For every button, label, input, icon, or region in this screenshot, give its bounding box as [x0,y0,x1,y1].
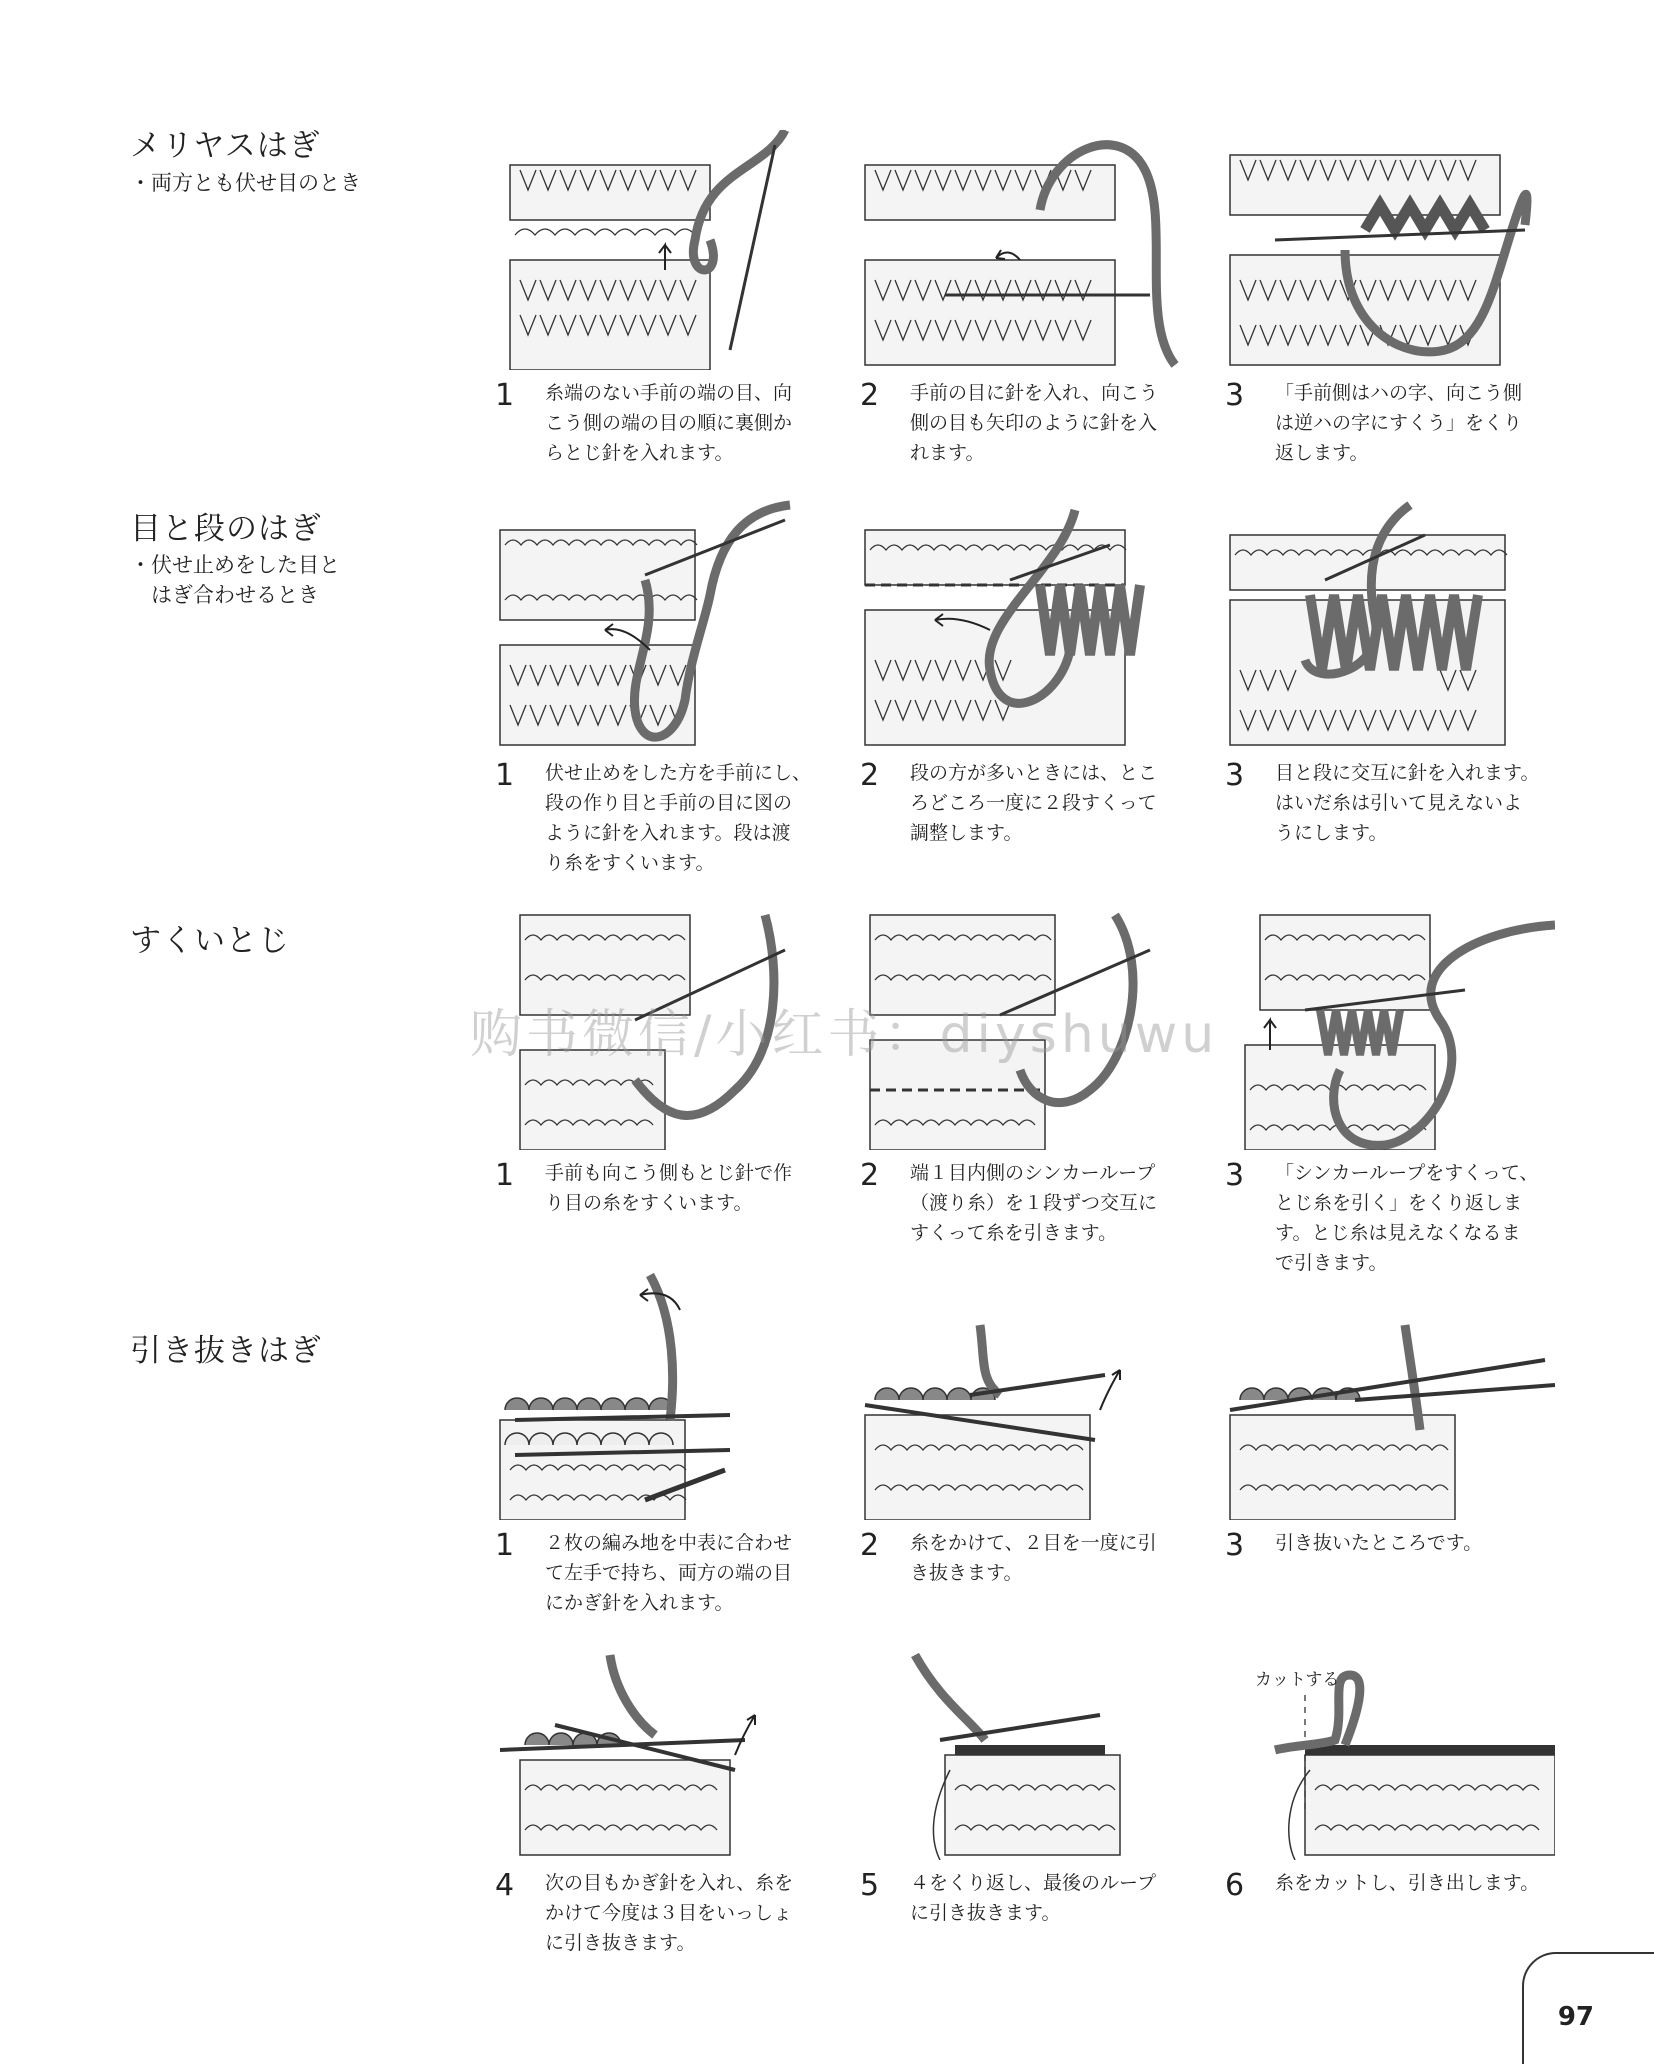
illustration-hikinuki-1 [495,1270,825,1520]
step-number: 2 [860,1528,880,1563]
step-number: 5 [860,1868,880,1903]
section-title-me-to-dan-hagi: 目と段のはぎ [130,511,322,547]
step-number: 3 [1225,1158,1245,1193]
step-number: 6 [1225,1868,1245,1903]
illustration-sukui-3 [1225,910,1555,1150]
section-title-sukui-toji: すくいとじ [130,923,290,959]
step-text: ４をくり返し、最後のループ に引き抜きます。 [910,1872,1157,1924]
step-number: 2 [860,758,880,793]
step-text: 引き抜いたところです。 [1275,1532,1483,1554]
illustration-hikinuki-5 [860,1650,1190,1860]
step-text: 「シンカーループをすくって、 とじ糸を引く」をくり返しま す。とじ糸は見えなくなるま で引きます。 [1275,1162,1539,1274]
illustration-medan-1 [495,500,825,750]
section-title-hikinuki-hagi: 引き抜きはぎ [130,1333,322,1369]
step-text: 糸をカットし、引き出します。 [1275,1872,1540,1894]
step-number: 1 [495,758,515,793]
step-text: 「手前側はハの字、向こう側 は逆ハの字にすくう」をくり 返します。 [1275,382,1523,464]
step-number: 3 [1225,1528,1245,1563]
step-number: 1 [495,1158,515,1193]
step-number: 2 [860,1158,880,1193]
illustration-medan-3 [1225,500,1555,750]
step-text: 糸端のない手前の端の目、向 こう側の端の目の順に裏側か らとじ針を入れます。 [545,382,793,464]
step-number: 1 [495,1528,515,1563]
illustration-meriyasu-1 [495,130,825,370]
watermark: 购书微信/小红书：diyshuwu [470,1005,1219,1065]
section-subtitle-meriyasu-hagi: ・両方とも伏せ目のとき [130,171,361,195]
step-text: 糸をかけて、２目を一度に引 き抜きます。 [910,1532,1157,1584]
step-text: 手前も向こう側もとじ針で作 り目の糸をすくいます。 [545,1162,793,1214]
illustration-hikinuki-4 [495,1650,825,1860]
step-number: 3 [1225,758,1245,793]
step-number: 4 [495,1868,515,1903]
step-text: 手前の目に針を入れ、向こう 側の目も矢印のように針を入 れます。 [910,382,1159,464]
illustration-meriyasu-3 [1225,130,1555,370]
step-text: 次の目もかぎ針を入れ、糸を かけて今度は３目をいっしょ に引き抜きます。 [545,1872,794,1954]
step-number: 1 [495,378,515,413]
illustration-hikinuki-2 [860,1320,1190,1520]
section-title-meriyasu-hagi: メリヤスはぎ [130,128,321,164]
step-text: 伏せ止めをした方を手前にし、 段の作り目と手前の目に図の ように針を入れます。段は渡 り糸をすくいます。 [545,762,812,874]
step-text: 目と段に交互に針を入れます。 はいだ糸は引いて見えないよ うにします。 [1275,762,1540,844]
step-text: 端１目内側のシンカーループ （渡り糸）を１段ずつ交互に すくって糸を引きます。 [910,1162,1158,1244]
step-text: 段の方が多いときには、とこ ろどころ一度に２段すくって 調整します。 [910,762,1158,844]
step-text: ２枚の編み地を中表に合わせ て左手で持ち、両方の端の目 にかぎ針を入れます。 [545,1532,793,1614]
cut-label: カットする [1255,1670,1340,1690]
section-subtitle-me-to-dan-hagi: ・伏せ止めをした目と はぎ合わせるとき [130,553,340,607]
step-number: 3 [1225,378,1245,413]
page-number: 97 [1557,2002,1594,2032]
illustration-medan-2 [860,500,1190,750]
illustration-meriyasu-2 [860,130,1190,370]
illustration-hikinuki-3 [1225,1320,1555,1520]
step-number: 2 [860,378,880,413]
